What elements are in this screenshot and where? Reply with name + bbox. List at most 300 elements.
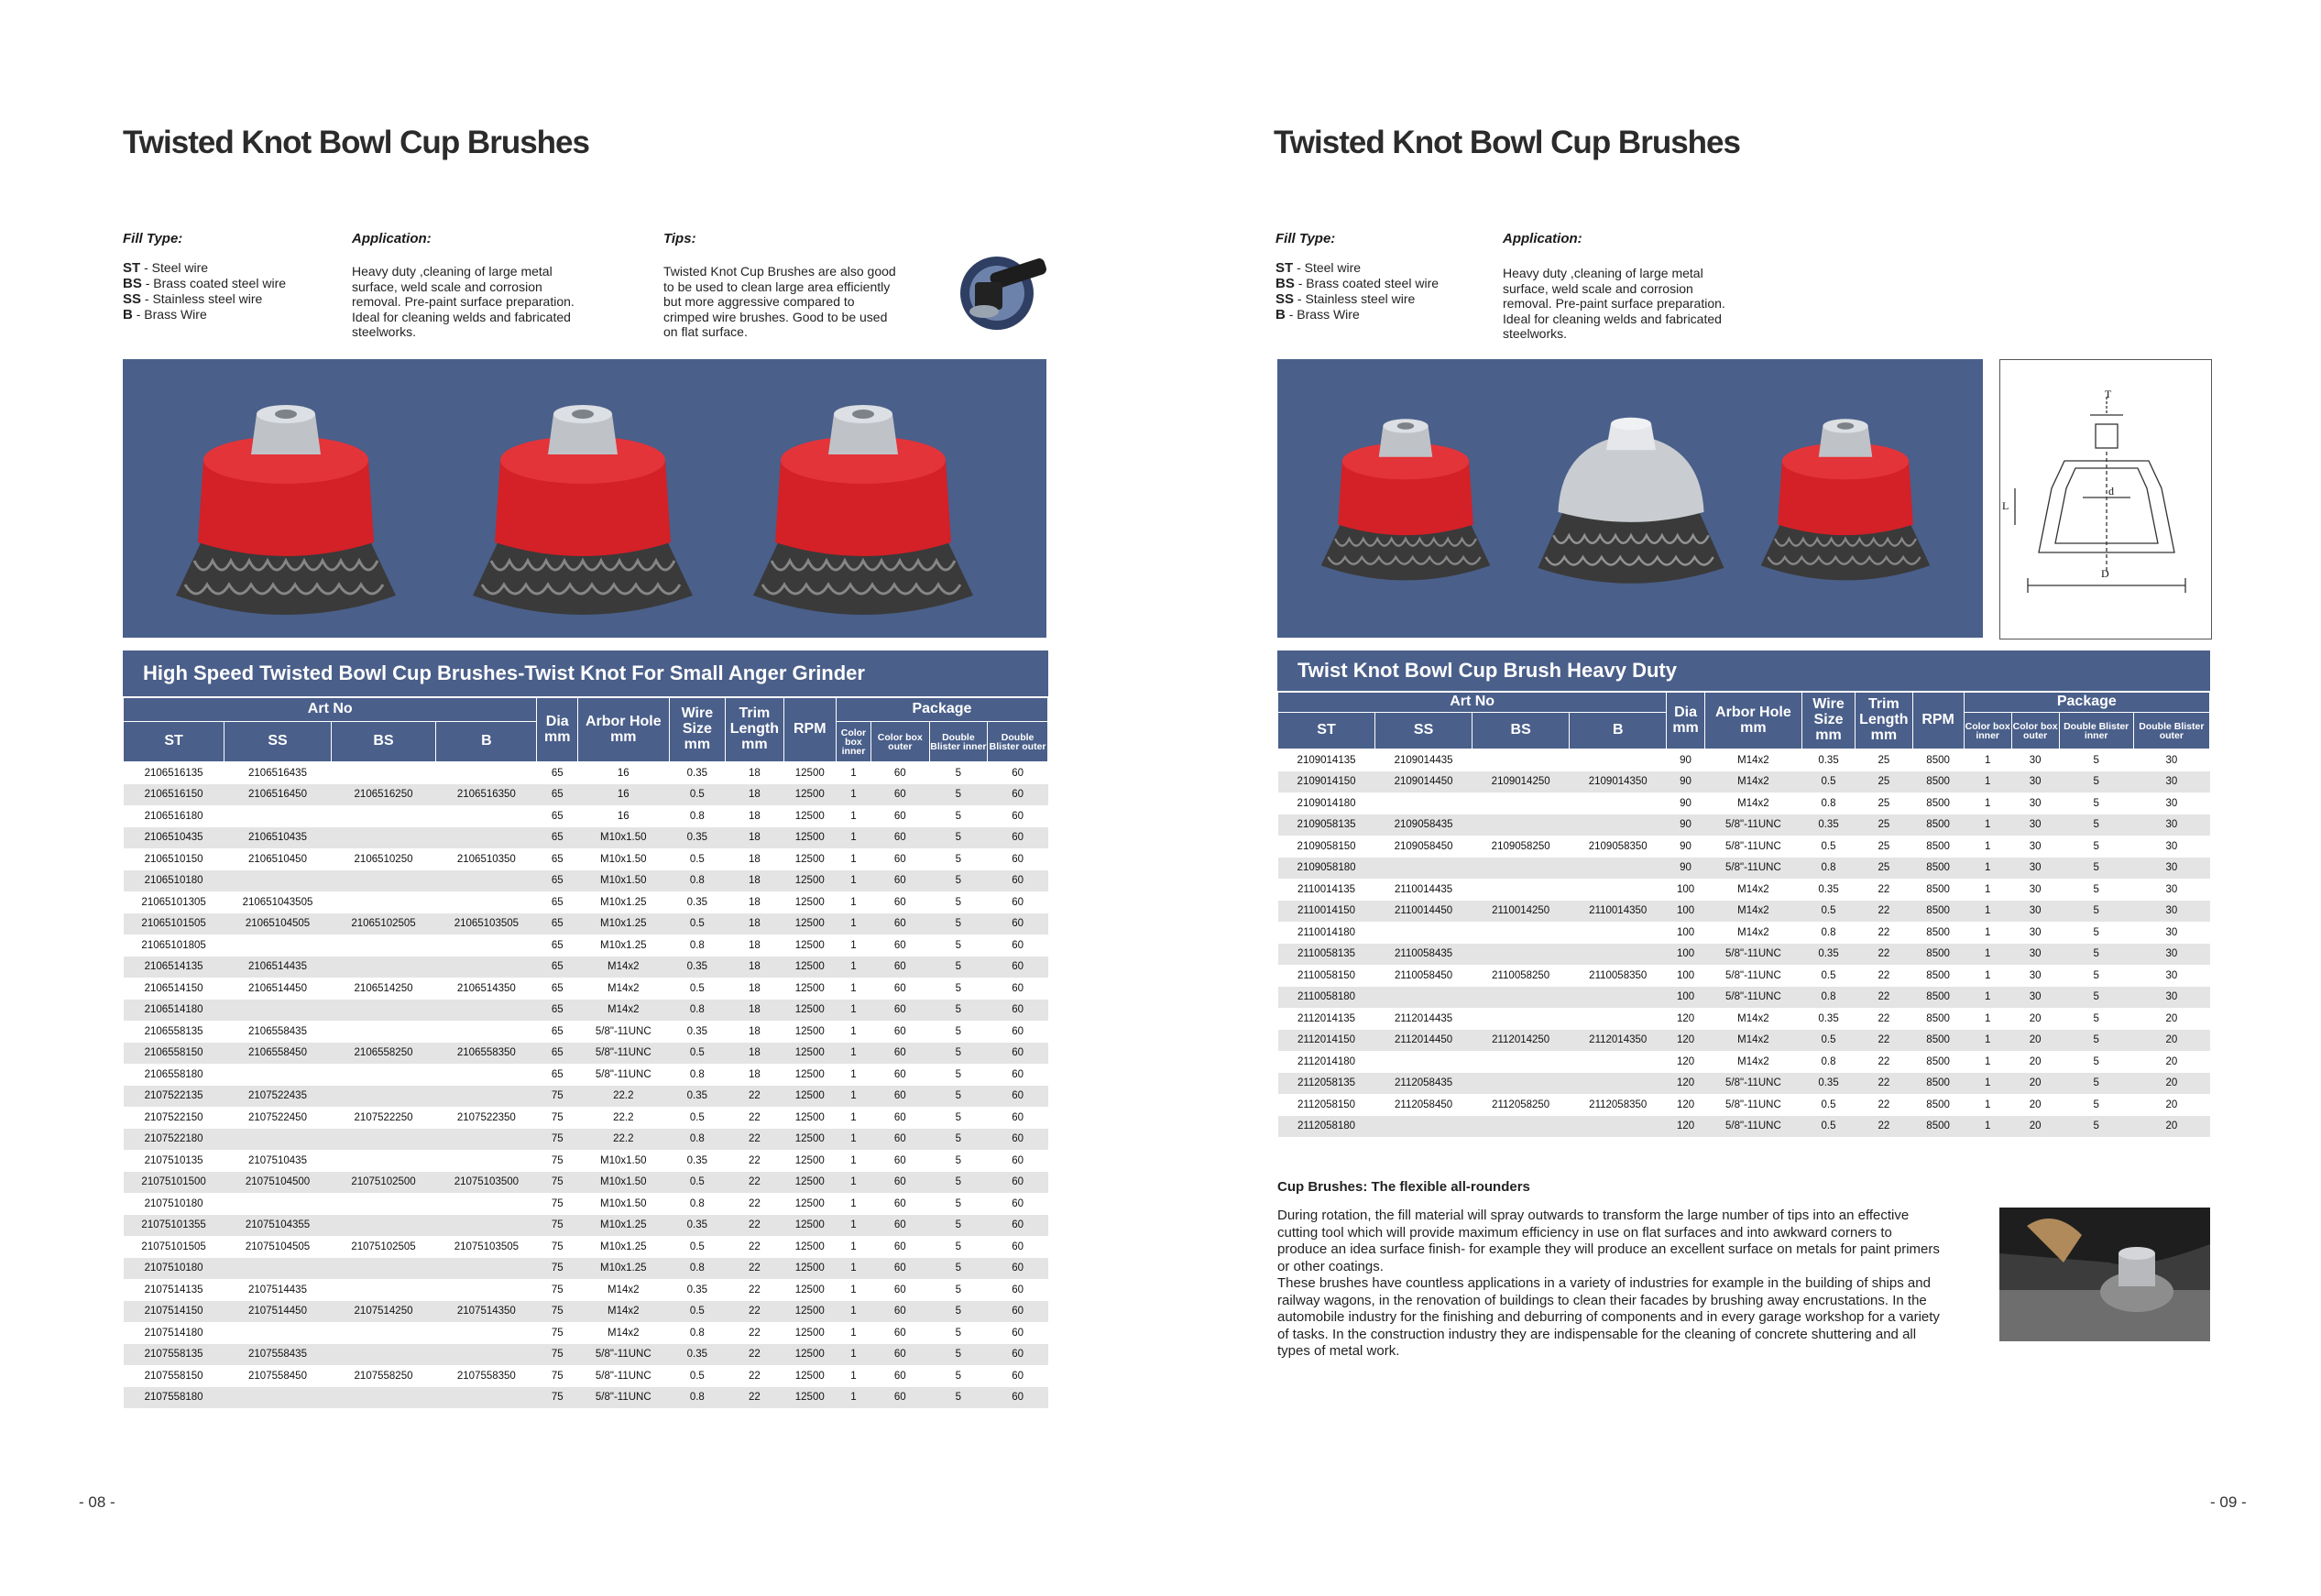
table-cell: 12500 xyxy=(783,805,836,827)
table-cell: 22 xyxy=(726,1129,784,1151)
table-cell: 65 xyxy=(537,762,578,784)
table-cell: 0.5 xyxy=(1801,1116,1855,1138)
table-cell: 100 xyxy=(1667,965,1705,987)
table-cell: 0.8 xyxy=(669,1258,725,1280)
table-cell: 2112014435 xyxy=(1375,1008,1473,1030)
fill-type-code: B xyxy=(123,307,133,322)
table-cell: 1 xyxy=(1964,836,2011,858)
table-cell: 0.35 xyxy=(1801,814,1855,836)
table-cell: 22 xyxy=(1856,944,1912,966)
table-cell: 2107514435 xyxy=(224,1279,332,1301)
table-cell: 30 xyxy=(2011,944,2059,966)
table-cell: 5 xyxy=(929,1086,988,1108)
table-cell xyxy=(436,1193,537,1215)
table-cell: 5 xyxy=(2059,922,2133,944)
table-cell: 100 xyxy=(1667,944,1705,966)
table-cell: 5/8"-11UNC xyxy=(1704,987,1801,1009)
art-no-header: Art No xyxy=(1278,693,1667,713)
table-cell: 12500 xyxy=(783,1129,836,1151)
text-line: Heavy duty ,cleaning of large metal xyxy=(1503,266,1703,280)
table-cell: M10x1.50 xyxy=(577,848,669,870)
table-row xyxy=(124,1107,1048,1129)
fill-type-item xyxy=(1275,291,1439,307)
table-cell: 5 xyxy=(2059,771,2133,793)
table-row xyxy=(124,1365,1048,1387)
package-header: Package xyxy=(1964,693,2209,713)
table-cell xyxy=(331,1064,435,1086)
table-cell: 2109014135 xyxy=(1278,749,1375,771)
table-cell: 2109058435 xyxy=(1375,814,1473,836)
table-cell: 8500 xyxy=(1912,965,1964,987)
table-cell: 8500 xyxy=(1912,836,1964,858)
table-cell: 2106514150 xyxy=(124,978,224,1000)
table-cell: 8500 xyxy=(1912,793,1964,814)
table-cell: 21075103500 xyxy=(436,1172,537,1194)
table-cell: 2109014450 xyxy=(1375,771,1473,793)
table-cell: 25 xyxy=(1856,749,1912,771)
text-line: on flat surface. xyxy=(663,324,748,339)
table-cell: 21065104505 xyxy=(224,913,332,935)
table-cell: 8500 xyxy=(1912,922,1964,944)
left-application-text xyxy=(352,264,645,340)
table-cell: 1 xyxy=(836,1215,870,1237)
table-cell: 75 xyxy=(537,1236,578,1258)
table-cell: 60 xyxy=(988,1344,1048,1366)
table-cell: 0.5 xyxy=(669,1365,725,1387)
table-cell: 2106510435 xyxy=(124,827,224,849)
right-application-heading: Application: xyxy=(1503,231,1582,246)
table-cell: 0.5 xyxy=(669,1301,725,1323)
fill-type-item xyxy=(1275,276,1439,291)
diagram-label-t: T xyxy=(2105,388,2112,400)
table-cell: 16 xyxy=(577,805,669,827)
table-cell: 210651043505 xyxy=(224,891,332,913)
table-cell xyxy=(1473,1073,1570,1095)
table-cell: 0.5 xyxy=(1801,1094,1855,1116)
dia-header: Dia mm xyxy=(1667,693,1705,749)
table-cell: 75 xyxy=(537,1279,578,1301)
table-cell: 120 xyxy=(1667,1073,1705,1095)
table-cell: 22 xyxy=(1856,1116,1912,1138)
table-cell xyxy=(1570,922,1667,944)
table-cell: 5/8"-11UNC xyxy=(577,1043,669,1065)
table-cell xyxy=(436,1215,537,1237)
table-cell: 0.8 xyxy=(669,1064,725,1086)
table-cell: 5 xyxy=(929,1064,988,1086)
table-cell: 2106558150 xyxy=(124,1043,224,1065)
table-cell: 5 xyxy=(929,1129,988,1151)
text-line: Ideal for cleaning welds and fabricated xyxy=(1503,311,1722,326)
table-cell: 1 xyxy=(1964,814,2011,836)
text-line: steelworks. xyxy=(352,324,417,339)
table-cell: 1 xyxy=(1964,771,2011,793)
table-cell: 5 xyxy=(929,913,988,935)
table-cell: 8500 xyxy=(1912,814,1964,836)
table-cell: 75 xyxy=(537,1344,578,1366)
table-cell: 8500 xyxy=(1912,771,1964,793)
table-cell: 65 xyxy=(537,848,578,870)
table-cell: 60 xyxy=(988,1043,1048,1065)
table-row xyxy=(1278,987,2210,1009)
table-cell: 30 xyxy=(2133,793,2209,814)
table-row xyxy=(124,1086,1048,1108)
table-cell xyxy=(1473,858,1570,880)
table-cell: 21075104505 xyxy=(224,1236,332,1258)
table-cell: M14x2 xyxy=(1704,1030,1801,1052)
table-cell: 2112058135 xyxy=(1278,1073,1375,1095)
table-cell: 120 xyxy=(1667,1116,1705,1138)
table-cell: M14x2 xyxy=(577,1279,669,1301)
table-cell xyxy=(436,870,537,892)
table-cell: 1 xyxy=(836,1000,870,1022)
table-cell: 0.5 xyxy=(1801,771,1855,793)
table-cell: 60 xyxy=(871,870,930,892)
table-cell: 22 xyxy=(726,1215,784,1237)
table-cell: 5/8"-11UNC xyxy=(1704,814,1801,836)
table-cell: 20 xyxy=(2133,1094,2209,1116)
table-row xyxy=(124,1279,1048,1301)
table-cell: 60 xyxy=(988,1150,1048,1172)
table-cell xyxy=(1375,858,1473,880)
table-cell: 1 xyxy=(836,1344,870,1366)
table-cell xyxy=(1473,1051,1570,1073)
table-row xyxy=(124,1322,1048,1344)
table-cell: 2106514350 xyxy=(436,978,537,1000)
table-cell: M10x1.50 xyxy=(577,870,669,892)
table-cell xyxy=(1375,1116,1473,1138)
text-line: railway wagons, in the renovation of buildings to clean their facades by brushing away encrustations. In the xyxy=(1277,1292,1927,1308)
table-cell: 2110014135 xyxy=(1278,879,1375,901)
left-fill-type-list xyxy=(123,260,286,322)
table-cell: 60 xyxy=(988,891,1048,913)
table-cell xyxy=(436,1279,537,1301)
table-cell: 2109058135 xyxy=(1278,814,1375,836)
table-cell: 0.5 xyxy=(669,978,725,1000)
table-cell: 18 xyxy=(726,1021,784,1043)
table-cell xyxy=(331,1150,435,1172)
table-cell: 8500 xyxy=(1912,1116,1964,1138)
table-cell: 1 xyxy=(836,935,870,957)
table-cell: 12500 xyxy=(783,891,836,913)
table-cell: 18 xyxy=(726,978,784,1000)
table-cell: M14x2 xyxy=(577,978,669,1000)
table-cell: 5 xyxy=(929,1322,988,1344)
table-cell: 21075101355 xyxy=(124,1215,224,1237)
table-cell: 2107510180 xyxy=(124,1193,224,1215)
table-row xyxy=(1278,793,2210,814)
table-row xyxy=(124,848,1048,870)
table-cell: 2106510350 xyxy=(436,848,537,870)
table-cell xyxy=(224,1064,332,1086)
table-cell: 21075104500 xyxy=(224,1172,332,1194)
table-cell: 2107558450 xyxy=(224,1365,332,1387)
table-cell: 22.2 xyxy=(577,1107,669,1129)
table-cell: 2107514180 xyxy=(124,1322,224,1344)
table-cell: 60 xyxy=(988,1387,1048,1409)
table-cell: 60 xyxy=(988,870,1048,892)
table-cell: 5/8"-11UNC xyxy=(1704,836,1801,858)
text-line: Heavy duty ,cleaning of large metal xyxy=(352,264,553,279)
table-row xyxy=(124,1301,1048,1323)
table-cell: 25 xyxy=(1856,836,1912,858)
fill-type-item xyxy=(123,276,286,291)
table-cell: 21075101505 xyxy=(124,1236,224,1258)
table-cell: 60 xyxy=(988,827,1048,849)
table-cell: M10x1.25 xyxy=(577,1236,669,1258)
table-cell: 0.5 xyxy=(669,1043,725,1065)
table-cell: 22 xyxy=(726,1279,784,1301)
table-cell: 60 xyxy=(988,913,1048,935)
table-cell: 5 xyxy=(929,978,988,1000)
table-cell: 1 xyxy=(1964,1051,2011,1073)
table-cell: 12500 xyxy=(783,870,836,892)
table-row xyxy=(124,784,1048,806)
table-cell: 60 xyxy=(871,1150,930,1172)
table-cell: 12500 xyxy=(783,1365,836,1387)
table-cell: 2107558135 xyxy=(124,1344,224,1366)
table-cell xyxy=(224,935,332,957)
table-cell: 22 xyxy=(726,1236,784,1258)
left-product-photo xyxy=(123,359,1046,638)
table-cell: 1 xyxy=(836,978,870,1000)
text-line: Ideal for cleaning welds and fabricated xyxy=(352,309,571,324)
table-cell: 22.2 xyxy=(577,1129,669,1151)
table-cell: 5 xyxy=(929,1193,988,1215)
table-cell: 2109014250 xyxy=(1473,771,1570,793)
table-cell: 25 xyxy=(1856,814,1912,836)
table-cell: 90 xyxy=(1667,793,1705,814)
table-row xyxy=(124,957,1048,978)
table-cell: 60 xyxy=(988,1086,1048,1108)
table-cell: 12500 xyxy=(783,1043,836,1065)
table-cell: 5 xyxy=(929,1365,988,1387)
table-cell: 1 xyxy=(1964,1094,2011,1116)
table-cell: 75 xyxy=(537,1107,578,1129)
table-row xyxy=(124,891,1048,913)
table-row xyxy=(1278,814,2210,836)
table-cell: 60 xyxy=(988,1193,1048,1215)
table-cell: 5 xyxy=(929,935,988,957)
table-cell: 2106516435 xyxy=(224,762,332,784)
table-cell: 2112058450 xyxy=(1375,1094,1473,1116)
table-cell: 75 xyxy=(537,1215,578,1237)
table-cell xyxy=(331,762,435,784)
table-cell: 2107510180 xyxy=(124,1258,224,1280)
table-cell: 22 xyxy=(1856,901,1912,923)
table-cell: 12500 xyxy=(783,1000,836,1022)
trim-length-header: Trim Length mm xyxy=(1856,693,1912,749)
table-row xyxy=(124,1215,1048,1237)
text-line: surface, weld scale and corrosion xyxy=(1503,280,1693,296)
table-cell xyxy=(436,957,537,978)
text-line: but more aggressive compared to xyxy=(663,294,855,309)
table-cell: 22 xyxy=(726,1150,784,1172)
table-cell: 60 xyxy=(988,1021,1048,1043)
table-cell xyxy=(436,805,537,827)
table-cell: 2110014435 xyxy=(1375,879,1473,901)
table-row xyxy=(124,805,1048,827)
table-cell: 2112058180 xyxy=(1278,1116,1375,1138)
table-cell: 2112014450 xyxy=(1375,1030,1473,1052)
table-cell: 16 xyxy=(577,784,669,806)
table-cell xyxy=(1570,749,1667,771)
table-cell: 1 xyxy=(836,957,870,978)
table-cell: 8500 xyxy=(1912,858,1964,880)
table-cell: 12500 xyxy=(783,1301,836,1323)
table-cell xyxy=(436,1387,537,1409)
table-cell: 60 xyxy=(988,1279,1048,1301)
table-cell: 0.8 xyxy=(1801,793,1855,814)
table-cell: 2109058150 xyxy=(1278,836,1375,858)
table-cell: 60 xyxy=(871,957,930,978)
arbor-hole-header: Arbor Hole mm xyxy=(577,698,669,762)
table-cell: 5 xyxy=(2059,1094,2133,1116)
table-cell: M14x2 xyxy=(577,957,669,978)
table-cell xyxy=(1570,1051,1667,1073)
table-cell: 2106514435 xyxy=(224,957,332,978)
table-cell: 1 xyxy=(1964,901,2011,923)
table-cell: 5 xyxy=(929,1236,988,1258)
st-header: ST xyxy=(1278,713,1375,749)
color-box-outer-header: Color box outer xyxy=(871,722,930,762)
table-cell xyxy=(1473,793,1570,814)
table-cell: 60 xyxy=(988,805,1048,827)
table-cell xyxy=(1570,793,1667,814)
table-cell: 1 xyxy=(836,1236,870,1258)
table-cell: 2106516250 xyxy=(331,784,435,806)
table-row xyxy=(1278,1051,2210,1073)
table-cell: 20 xyxy=(2011,1094,2059,1116)
red-cup-brush-image xyxy=(167,377,405,625)
table-row xyxy=(124,762,1048,784)
table-cell: 1 xyxy=(836,1172,870,1194)
table-cell: 5/8"-11UNC xyxy=(1704,1094,1801,1116)
table-cell: 0.35 xyxy=(1801,1073,1855,1095)
table-cell: 18 xyxy=(726,957,784,978)
table-cell: 75 xyxy=(537,1322,578,1344)
table-cell xyxy=(331,1215,435,1237)
table-cell: 1 xyxy=(836,1387,870,1409)
table-cell: 60 xyxy=(871,1215,930,1237)
table-row xyxy=(1278,1008,2210,1030)
table-cell xyxy=(1570,814,1667,836)
table-cell: 60 xyxy=(988,1172,1048,1194)
text-line: produce an idea surface finish- for example they will produce an excellent surface on metals for paint primers xyxy=(1277,1241,1940,1257)
table-cell: 2107514135 xyxy=(124,1279,224,1301)
table-cell: 1 xyxy=(836,870,870,892)
table-cell: 60 xyxy=(871,1193,930,1215)
table-cell: 5 xyxy=(2059,836,2133,858)
table-cell: 18 xyxy=(726,827,784,849)
table-cell: 60 xyxy=(988,1365,1048,1387)
table-cell: 1 xyxy=(1964,879,2011,901)
table-cell: 22 xyxy=(726,1172,784,1194)
table-cell: M14x2 xyxy=(1704,771,1801,793)
table-cell: 2110058435 xyxy=(1375,944,1473,966)
table-cell xyxy=(1473,749,1570,771)
table-cell: 2107514350 xyxy=(436,1301,537,1323)
table-row xyxy=(1278,1073,2210,1095)
table-cell: 18 xyxy=(726,762,784,784)
table-cell: 100 xyxy=(1667,879,1705,901)
table-row xyxy=(124,1258,1048,1280)
table-row xyxy=(124,1000,1048,1022)
table-cell: 5 xyxy=(929,848,988,870)
table-cell: 30 xyxy=(2133,771,2209,793)
table-cell xyxy=(331,1021,435,1043)
fill-type-desc: - Steel wire xyxy=(1297,260,1362,275)
table-cell: 0.8 xyxy=(669,1322,725,1344)
table-cell: 5 xyxy=(2059,1051,2133,1073)
table-cell: 30 xyxy=(2133,814,2209,836)
table-cell: 0.8 xyxy=(669,935,725,957)
table-row xyxy=(1278,944,2210,966)
table-cell: 0.8 xyxy=(669,805,725,827)
table-cell: 18 xyxy=(726,805,784,827)
table-cell: 12500 xyxy=(783,1322,836,1344)
table-cell xyxy=(224,1258,332,1280)
left-spec-table xyxy=(123,697,1048,1408)
table-cell: 18 xyxy=(726,1064,784,1086)
table-cell: 2106514450 xyxy=(224,978,332,1000)
table-cell: 21075103505 xyxy=(436,1236,537,1258)
table-row xyxy=(124,913,1048,935)
table-cell: 0.35 xyxy=(669,827,725,849)
table-cell: 2106510150 xyxy=(124,848,224,870)
table-cell: 90 xyxy=(1667,749,1705,771)
table-row xyxy=(124,1344,1048,1366)
table-cell: 0.35 xyxy=(669,891,725,913)
table-cell: 0.35 xyxy=(669,1150,725,1172)
table-cell: 5/8"-11UNC xyxy=(1704,1073,1801,1095)
table-cell: 12500 xyxy=(783,1279,836,1301)
table-cell: 1 xyxy=(836,1258,870,1280)
table-cell: 60 xyxy=(988,957,1048,978)
table-cell: 0.35 xyxy=(669,762,725,784)
right-page-title: Twisted Knot Bowl Cup Brushes xyxy=(1274,125,1740,160)
double-blister-inner-header: Double Blister inner xyxy=(2059,713,2133,749)
diagram-label-d-outer: D xyxy=(2101,567,2109,580)
table-cell: 5 xyxy=(929,1215,988,1237)
table-cell xyxy=(436,1344,537,1366)
table-cell: 60 xyxy=(871,1236,930,1258)
table-cell: 12500 xyxy=(783,1236,836,1258)
table-cell: 1 xyxy=(836,805,870,827)
table-cell xyxy=(1375,1051,1473,1073)
cup-brushes-description xyxy=(1277,1208,1974,1361)
table-cell: 12500 xyxy=(783,1215,836,1237)
table-cell: 2109014180 xyxy=(1278,793,1375,814)
table-cell: 22 xyxy=(726,1387,784,1409)
table-cell xyxy=(224,1322,332,1344)
table-cell: 5 xyxy=(2059,965,2133,987)
fill-type-code: ST xyxy=(123,260,141,276)
table-cell: 60 xyxy=(988,1258,1048,1280)
trim-length-header: Trim Length mm xyxy=(726,698,784,762)
table-cell: 5 xyxy=(2059,793,2133,814)
table-cell: 2106558450 xyxy=(224,1043,332,1065)
text-line: Twisted Knot Cup Brushes are also good xyxy=(663,264,896,279)
table-cell: 65 xyxy=(537,891,578,913)
table-cell: 0.8 xyxy=(1801,1051,1855,1073)
text-line: cutting tool which will provide maximum efficiency in use on flat surfaces and into awkward corners to xyxy=(1277,1224,1892,1241)
table-cell: 20 xyxy=(2133,1073,2209,1095)
table-cell: 22 xyxy=(1856,922,1912,944)
table-cell: 30 xyxy=(2133,836,2209,858)
table-cell: 20 xyxy=(2133,1008,2209,1030)
table-cell: 30 xyxy=(2133,901,2209,923)
table-cell: 21075101500 xyxy=(124,1172,224,1194)
